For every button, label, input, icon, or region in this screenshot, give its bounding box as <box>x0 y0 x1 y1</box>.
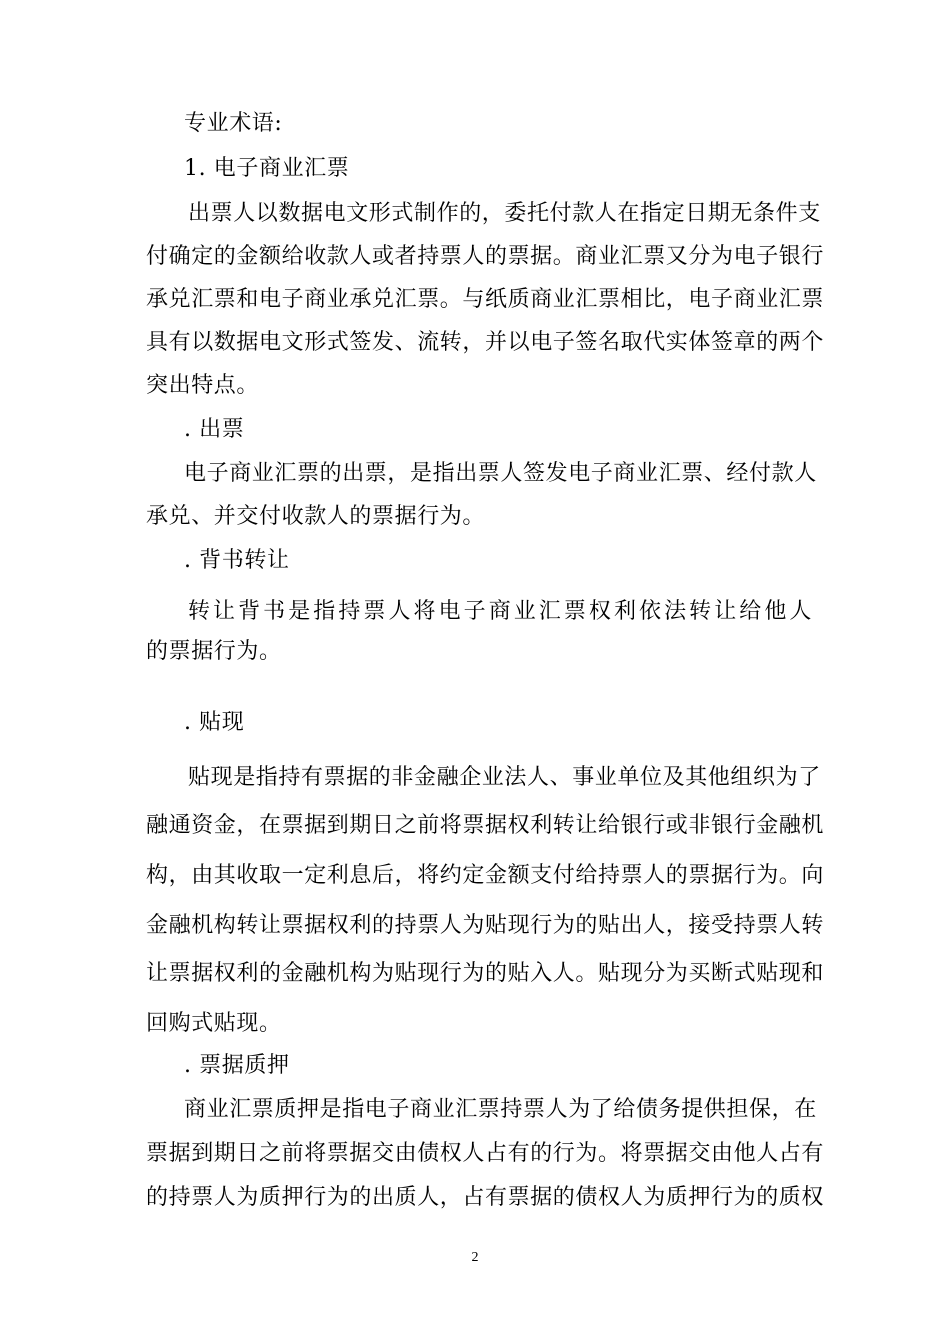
item4-body-line-5: 让票据权利的金融机构为贴现行为的贴入人。贴现分为买断式贴现和 <box>146 961 825 986</box>
item2-body-line-1: 电子商业汇票的出票，是指出票人签发电子商业汇票、经付款人 <box>184 461 817 486</box>
item1-body-line-5: 突出特点。 <box>146 373 260 398</box>
item3-body-line-1: 转让背书是指持票人将电子商业汇票权利依法转让给他人 <box>188 599 812 624</box>
page-number: 2 <box>471 1250 479 1265</box>
item3-heading: . 背书转让 <box>184 548 290 573</box>
section-title: 专业术语: <box>184 111 283 136</box>
item4-body-line-1: 贴现是指持有票据的非金融企业法人、事业单位及其他组织为了 <box>188 765 821 790</box>
item4-body-line-6: 回购式贴现。 <box>146 1011 282 1036</box>
item3-body-line-2: 的票据行为。 <box>146 639 282 664</box>
item4-body-line-2: 融通资金，在票据到期日之前将票据权利转让给银行或非银行金融机 <box>146 813 825 838</box>
item1-heading: 1. 电子商业汇票 <box>184 156 350 181</box>
item5-heading: . 票据质押 <box>184 1053 290 1078</box>
item4-body-line-4: 金融机构转让票据权利的持票人为贴现行为的贴出人，接受持票人转 <box>146 913 825 938</box>
item2-heading: . 出票 <box>184 417 245 442</box>
item4-body-line-3: 构，由其收取一定利息后，将约定金额支付给持票人的票据行为。向 <box>146 863 825 888</box>
item5-body-line-1: 商业汇票质押是指电子商业汇票持票人为了给债务提供担保，在 <box>184 1097 817 1122</box>
item5-body-line-2: 票据到期日之前将票据交由债权人占有的行为。将票据交由他人占有 <box>146 1141 825 1166</box>
item1-body-line-4: 具有以数据电文形式签发、流转，并以电子签名取代实体签章的两个 <box>146 330 825 355</box>
item4-heading: . 贴现 <box>184 710 245 735</box>
item1-body-line-1: 出票人以数据电文形式制作的，委托付款人在指定日期无条件支 <box>188 201 821 226</box>
item1-body-line-2: 付确定的金额给收款人或者持票人的票据。商业汇票又分为电子银行 <box>146 244 825 269</box>
item1-body-line-3: 承兑汇票和电子商业承兑汇票。与纸质商业汇票相比，电子商业汇票 <box>146 287 825 312</box>
item2-body-line-2: 承兑、并交付收款人的票据行为。 <box>146 504 486 529</box>
item5-body-line-3: 的持票人为质押行为的出质人，占有票据的债权人为质押行为的质权 <box>146 1185 825 1210</box>
